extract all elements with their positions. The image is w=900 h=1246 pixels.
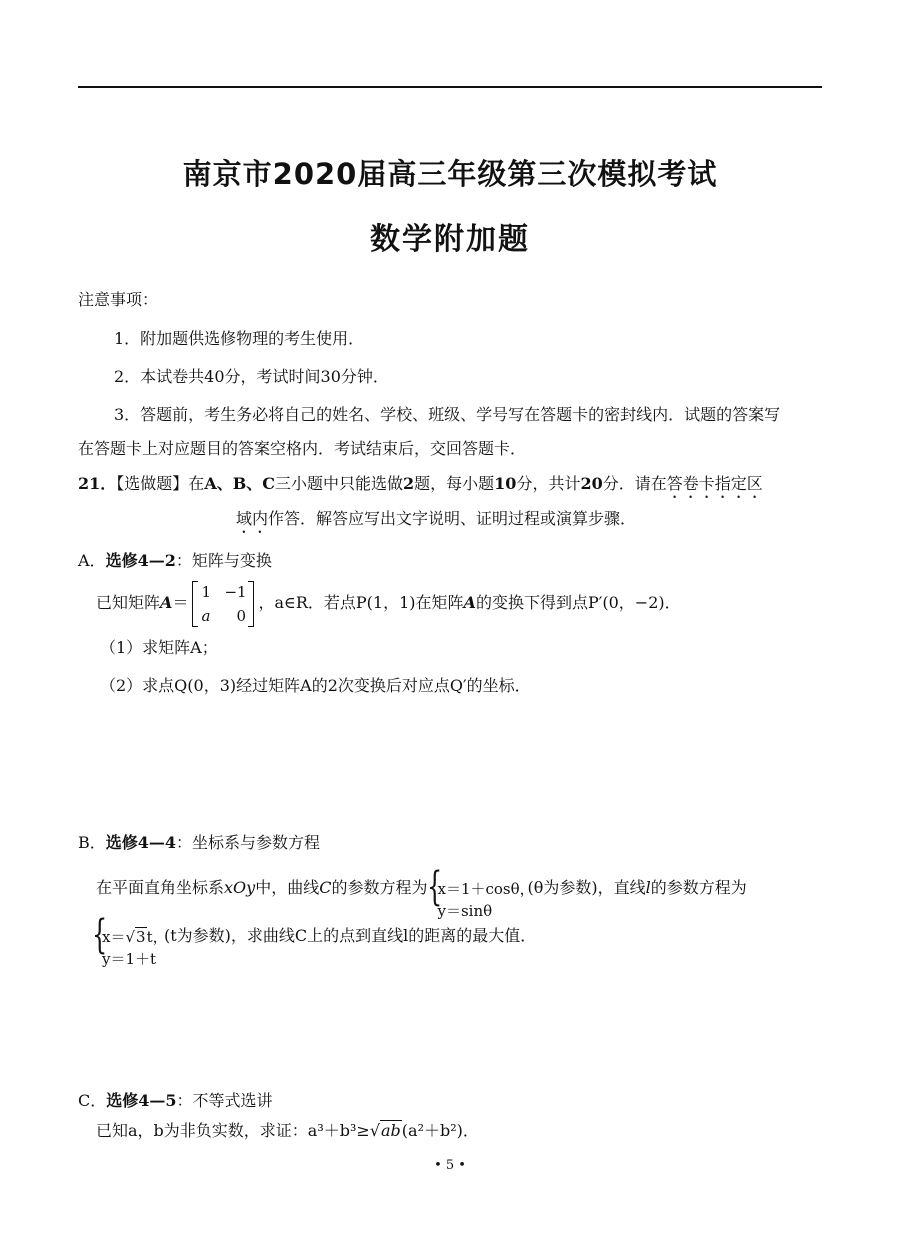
exam-title: 南京市2020届高三年级第三次模拟考试 <box>182 157 718 191</box>
notice-heading: 注意事项： <box>78 290 159 309</box>
exam-subtitle: 数学附加题 <box>370 222 530 257</box>
section-a-part-2: （2）求点Q(0，3)经过矩阵A的2次变换后对应点Q′的坐标． <box>100 676 531 695</box>
section-a-heading: A．选修4—2：矩阵与变换 <box>78 551 272 570</box>
matrix-a: 1 −1 a 0 <box>192 581 254 627</box>
notice-item-1: 1．附加题供选修物理的考生使用． <box>114 329 365 348</box>
notice-item-3: 3．答题前，考生务必将自己的姓名、学校、班级、学号写在答题卡的密封线内．试题的答案写 <box>114 405 781 424</box>
curve-parametric-system: { x＝1＋cosθ， y＝sinθ <box>427 863 535 920</box>
question-number: 21． <box>78 474 117 493</box>
section-b-problem-line-1: 在平面直角坐标系xOy中，曲线C的参数方程为 { x＝1＋cosθ， y＝sinθ (θ为参数)，直线l的参数方程为 <box>96 863 747 920</box>
notice-item-3-cont: 在答题卡上对应题目的答案空格内．考试结束后，交回答题卡． <box>78 439 527 458</box>
section-c-heading: C．选修4—5：不等式选讲 <box>78 1091 273 1110</box>
section-a-problem: 已知矩阵A＝ 1 −1 a 0 ，a∈R．若点P(1，1)在矩阵A的变换下得到点P′(0，−2)． <box>96 582 681 625</box>
question-bracket: 【选做题】 <box>116 474 189 493</box>
emphasis-text: 域内 <box>236 509 269 528</box>
notice-item-2: 2．本试卷共40分，考试时间30分钟． <box>114 367 389 386</box>
emphasis-text: 答卷卡指定区 <box>666 474 763 493</box>
section-c-problem: 已知a，b为非负实数，求证：a³＋b³≥√ab(a²＋b²)． <box>96 1121 479 1140</box>
section-a-part-1: （1）求矩阵A； <box>100 638 218 657</box>
question-21-line-2: 域内作答．解答应写出文字说明、证明过程或演算步骤． <box>236 509 637 528</box>
question-21-line-1: 21．【选做题】在A、B、C三小题中只能选做2题，每小题10分，共计20分．请在答卷卡指定区 <box>78 474 763 493</box>
page-number: • 5 • <box>434 1158 466 1173</box>
line-parametric-system: { x＝√3t， y＝1＋t <box>92 911 168 968</box>
section-b-problem-line-2: { x＝√3t， y＝1＋t (t为参数)，求曲线C上的点到直线l的距离的最大值． <box>92 911 537 968</box>
section-b-heading: B．选修4—4：坐标系与参数方程 <box>78 833 321 852</box>
top-rule <box>78 86 822 88</box>
